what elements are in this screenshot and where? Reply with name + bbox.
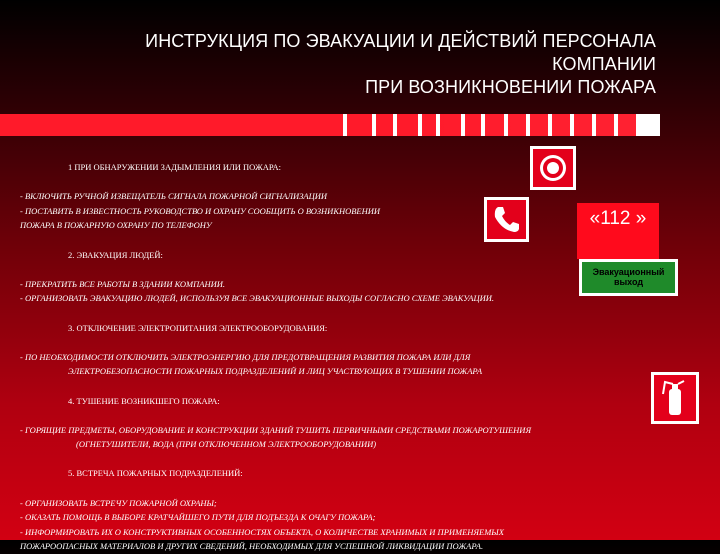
exit-sign-line-1: Эвакуационный xyxy=(592,267,665,277)
stripe-bar xyxy=(570,114,574,136)
stripe-bar xyxy=(343,114,347,136)
section-heading: 2. ЭВАКУАЦИЯ ЛЮДЕЙ: xyxy=(68,249,163,260)
decorative-stripe xyxy=(0,114,660,136)
stripe-bar xyxy=(548,114,552,136)
stripe-bar xyxy=(418,114,422,136)
instruction-line: - ПО НЕОБХОДИМОСТИ ОТКЛЮЧИТЬ ЭЛЕКТРОЭНЕРГИЮ ДЛЯ ПРЕДОТВРАЩЕНИЯ РАЗВИТИЯ ПОЖАРА ИЛИ ДЛЯ xyxy=(20,351,471,362)
instruction-line: - ПОСТАВИТЬ В ИЗВЕСТНОСТЬ РУКОВОДСТВО И ОХРАНУ СООБЩИТЬ О ВОЗНИКНОВЕНИИ xyxy=(20,205,381,216)
instruction-line: (ОГНЕТУШИТЕЛИ, ВОДА (ПРИ ОТКЛЮЧЕННОМ ЭЛЕКТРООБОРУДОВАНИИ) xyxy=(76,439,377,450)
stripe-bar xyxy=(393,114,397,136)
instruction-line: - ВКЛЮЧИТЬ РУЧНОЙ ИЗВЕЩАТЕЛЬ СИГНАЛА ПОЖАРНОЙ СИГНАЛИЗАЦИИ xyxy=(20,191,328,202)
emergency-number-badge: «112 » xyxy=(577,203,659,259)
stripe-bar xyxy=(614,114,618,136)
instruction-line: - ГОРЯЩИЕ ПРЕДМЕТЫ, ОБОРУДОВАНИЕ И КОНСТРУКЦИИ ЗДАНИЙ ТУШИТЬ ПЕРВИЧНЫМИ СРЕДСТВАМИ ПОЖАРОТУШЕНИЯ xyxy=(20,424,532,435)
title-line-1: ИНСТРУКЦИЯ ПО ЭВАКУАЦИИ И ДЕЙСТВИЙ ПЕРСОНАЛА xyxy=(145,31,656,51)
instruction-line: - ПРЕКРАТИТЬ ВСЕ РАБОТЫ В ЗДАНИИ КОМПАНИИ. xyxy=(20,278,226,289)
instruction-line: - ОКАЗАТЬ ПОМОЩЬ В ВЫБОРЕ КРАТЧАЙШЕГО ПУТИ ДЛЯ ПОДЪЕЗДА К ОЧАГУ ПОЖАРА; xyxy=(20,512,376,523)
instruction-line: - ИНФОРМИРОВАТЬ ИХ О КОНСТРУКТИВНЫХ ОСОБЕННОСТЯХ ОБЪЕКТА, О КОЛИЧЕСТВЕ ХРАНИМЫХ И ПРИМЕНЯЕМЫХ xyxy=(20,526,504,537)
instruction-line: - ОРГАНИЗОВАТЬ ВСТРЕЧУ ПОЖАРНОЙ ОХРАНЫ; xyxy=(20,497,217,508)
title-line-2: КОМПАНИИ xyxy=(552,54,656,74)
fire-extinguisher-icon xyxy=(651,372,699,429)
stripe-bar xyxy=(436,114,440,136)
section-heading: 1 ПРИ ОБНАРУЖЕНИИ ЗАДЫМЛЕНИЯ ИЛИ ПОЖАРА: xyxy=(68,162,282,172)
section-heading: 4. ТУШЕНИЕ ВОЗНИКШЕГО ПОЖАРА: xyxy=(68,395,220,406)
stripe-bar xyxy=(592,114,596,136)
instruction-line: ПОЖАРА В ПОЖАРНУЮ ОХРАНУ ПО ТЕЛЕФОНУ xyxy=(20,220,212,231)
page-title xyxy=(56,30,656,99)
section-heading: 5. ВСТРЕЧА ПОЖАРНЫХ ПОДРАЗДЕЛЕНИЙ: xyxy=(68,468,243,479)
instruction-line: ПОЖАРООПАСНЫХ МАТЕРИАЛОВ И ДРУГИХ СВЕДЕНИЙ, НЕОБХОДИМЫХ ДЛЯ УСПЕШНОЙ ЛИКВИДАЦИИ ПОЖАРА. xyxy=(20,541,484,552)
title-line-3: ПРИ ВОЗНИКНОВЕНИИ ПОЖАРА xyxy=(365,77,656,97)
stripe-bar xyxy=(481,114,485,136)
instruction-line: ЭЛЕКТРОБЕЗОПАСНОСТИ ПОЖАРНЫХ ПОДРАЗДЕЛЕНИЙ И ЛИЦ УЧАСТВУЮЩИХ В ТУШЕНИИ ПОЖАРА xyxy=(68,366,483,377)
stripe-bar xyxy=(526,114,530,136)
stripe-bar xyxy=(372,114,376,136)
stripe-bar xyxy=(636,114,660,136)
section-heading: 3. ОТКЛЮЧЕНИЕ ЭЛЕКТРОПИТАНИЯ ЭЛЕКТРООБОРУДОВАНИЯ: xyxy=(68,322,328,333)
instruction-text xyxy=(20,160,640,554)
instruction-line: - ОРГАНИЗОВАТЬ ЭВАКУАЦИЮ ЛЮДЕЙ, ИСПОЛЬЗУЯ ВСЕ ЭВАКУАЦИОННЫЕ ВЫХОДЫ СОГЛАСНО СХЕМЕ ЭВАКУАЦИИ. xyxy=(20,293,495,304)
stripe-bar xyxy=(461,114,465,136)
exit-sign-line-2: выход xyxy=(613,277,644,287)
stripe-bar xyxy=(504,114,508,136)
